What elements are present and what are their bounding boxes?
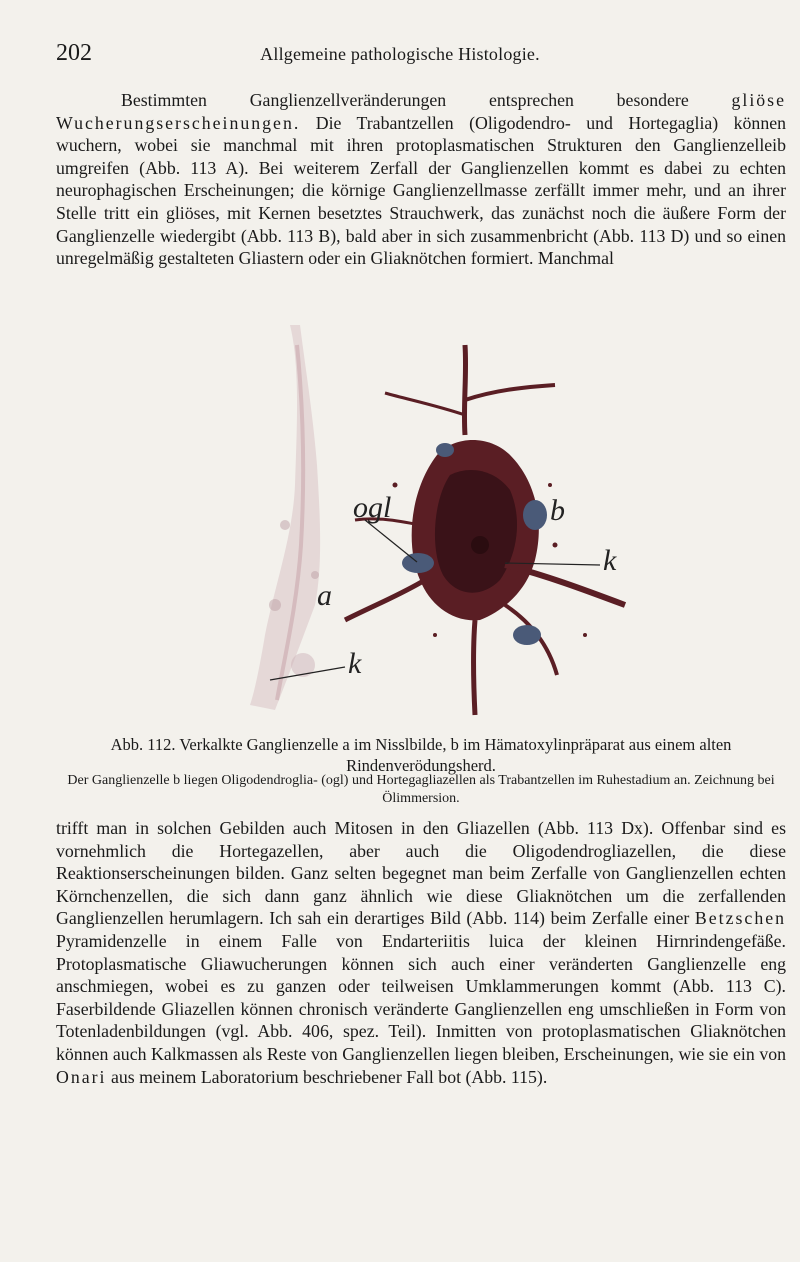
paragraph-1-text-a: Bestimmten Ganglienzellveränderungen entsprechen besondere	[121, 90, 732, 110]
label-b: b	[550, 494, 565, 527]
paragraph-1-text-b: Die Trabantzellen (Oligodendro- und Hortegaglia) können wuchern, wobei sie manchmal mit ihren protoplasmatischen Strukturen den Ganglienzelleib umgreifen (Abb. 113 A). Bei weiterem Zerfall der Ganglienzellen kommt es dabei zu echten neurophagischen Erscheinungen; die körnige Ganglienzellmasse zerfällt immer mehr, und an ihrer Stelle tritt ein gliöses, mit Kernen besetztes Strauchwerk, das zunächst noch die äußere Form der Ganglienzelle wiedergibt (Abb. 113 B), bald aber in sich zusammenbricht (Abb. 113 D) und so einen unregelmäßig gestalteten Gliastern oder ein Gliaknötchen formiert. Manchmal	[56, 112, 786, 269]
paragraph-1	[56, 89, 786, 270]
paragraph-2-emphasis-onari: Onari	[56, 1066, 107, 1087]
calcified-cell-a	[250, 325, 320, 710]
page-number: 202	[56, 40, 92, 66]
paragraph-2-emphasis-betz: Betzschen	[694, 908, 786, 929]
label-k-bottom: k	[348, 647, 362, 680]
label-ogl: ogl	[353, 491, 392, 524]
paragraph-2	[56, 817, 786, 1088]
label-a: a	[317, 579, 332, 612]
ganglion-cell-b	[345, 345, 625, 715]
figure-caption-detail: Der Ganglienzelle b liegen Oligodendroglia- (ogl) und Hortegagliazellen als Trabantzellen im Ruhestadium an. Zeichnung bei Ölimmersion.	[67, 773, 775, 806]
figure-caption: Abb. 112. Verkalkte Ganglienzelle a im Nisslbilde, b im Hämatoxylinpräparat aus einem alten Rindenverödungsherd.	[110, 735, 732, 775]
figure-ganglion-cell-drawing	[205, 305, 660, 730]
label-k-right: k	[603, 544, 617, 577]
paragraph-2-text-c: aus meinem Laboratorium beschriebener Fall bot (Abb. 115).	[106, 1066, 548, 1087]
paragraph-1-emphasis: gliöse Wucherungserscheinungen.	[56, 90, 786, 133]
paragraph-2-text-b: Pyramidenzelle in einem Falle von Endarteriitis luica der kleinen Hirnrindengefäße. Protoplasmatische Gliawucherungen können sich auch einer veränderten Ganglienzelle eng anschmiegen, wobei es zu ganzen oder teilweisen Umklammerungen kommt (Abb. 113 C). Faserbildende Gliazellen können chronisch veränderte Ganglienzellen eng umschließen in Form von Totenladenbildungen (vgl. Abb. 406, spez. Teil). Inmitten von protoplasmatischen Gliaknötchen können auch Kalkmassen als Reste von Ganglienzellen liegen bleiben, Erscheinungen, wie sie ein von	[56, 930, 786, 1064]
running-title: Allgemeine pathologische Histologie.	[260, 44, 540, 64]
paragraph-2-text-a: trifft man in solchen Gebilden auch Mitosen in den Gliazellen (Abb. 113 Dx). Offenbar sind es vornehmlich die Hortegazellen, aber auch die Oligodendrogliazellen, die diese Reaktionserscheinungen bilden. Ganz selten begegnet man beim Zerfalle von Ganglienzellen echten Körnchenzellen, die sich dann ganz ähnlich wie diese Gliaknötchen um die zerfallenden Ganglienzellen herumlagern. Ich sah ein derartiges Bild (Abb. 114) beim Zerfalle einer	[56, 818, 786, 929]
